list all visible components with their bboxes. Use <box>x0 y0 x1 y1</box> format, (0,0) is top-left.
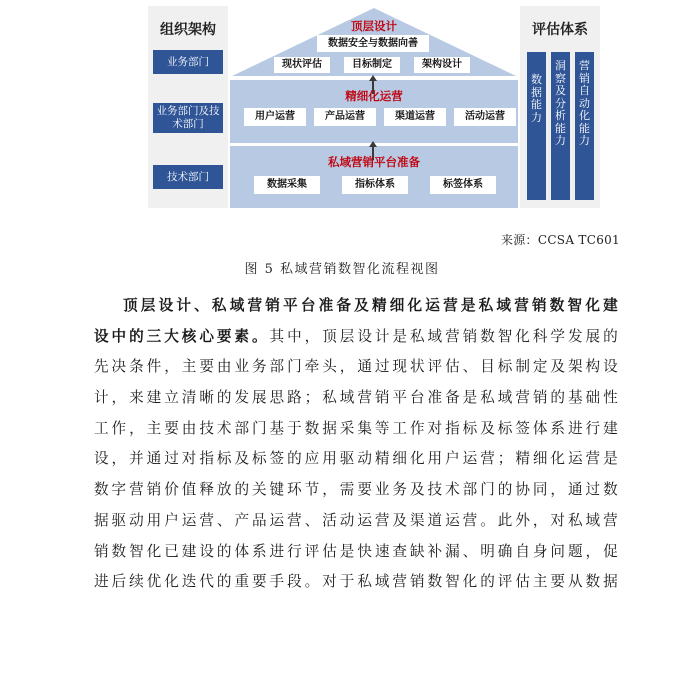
mid-item-channel-ops: 渠道运营 <box>384 108 446 126</box>
eval-insight-capability: 洞察及分析能力 <box>551 52 570 200</box>
bottom-layer-title: 私域营销平台准备 <box>328 155 420 169</box>
mid-item-product-ops: 产品运营 <box>314 108 376 126</box>
figure-caption: 图 5 私域营销数智化流程视图 <box>244 262 440 277</box>
evaluation-panel <box>520 6 600 208</box>
paragraph-line: 先决条件，主要由业务部门牵头，通过现状评估、目标制定及架构设 <box>94 358 618 376</box>
paragraph-line: 工作，主要由技术部门基于数据采集等工作对指标及标签体系进行建 <box>94 419 618 437</box>
top-layer-title: 顶层设计 <box>351 19 397 33</box>
paragraph-line: 数字营销价值释放的关键环节，需要业务及技术部门的协同，通过数 <box>94 481 618 499</box>
mid-item-campaign-ops: 活动运营 <box>454 108 516 126</box>
paragraph-line <box>94 322 618 353</box>
mid-item-user-ops: 用户运营 <box>244 108 306 126</box>
eval-data-capability: 数据能力 <box>527 52 546 200</box>
top-item-data-security: 数据安全与数据向善 <box>317 35 429 52</box>
eval-automation-capability: 营销自动化能力 <box>575 52 594 200</box>
evaluation-panel-title: 评估体系 <box>532 22 588 38</box>
bold-lead-text: 顶层设计、私域营销平台准备及精细化运营是私域营销数智化建 <box>123 297 618 314</box>
figure-source: 来源：CCSA TC601 <box>500 233 620 247</box>
top-item-architecture-design: 架构设计 <box>414 57 470 73</box>
paragraph-line: 销数智化已建设的体系进行评估是快速查缺补漏、明确自身问题，促 <box>94 542 618 560</box>
bottom-item-data-collection: 数据采集 <box>254 176 320 194</box>
dept-business-and-tech: 业务部门及技术部门 <box>153 103 223 133</box>
marketing-process-diagram <box>0 0 684 215</box>
body-paragraph <box>94 291 618 598</box>
bold-lead-text: 设中的三大核心要素。 <box>94 327 270 345</box>
bottom-item-tag-system: 标签体系 <box>430 176 496 194</box>
top-item-current-assessment: 现状评估 <box>274 57 330 73</box>
middle-layer-title: 精细化运营 <box>345 89 403 103</box>
paragraph-line <box>94 291 618 322</box>
paragraph-line: 据驱动用户运营、产品运营、活动运营及渠道运营。此外，对私域营 <box>94 511 618 529</box>
paragraph-line: 计，来建立清晰的发展思路；私域营销平台准备是私域营销的基础性 <box>94 389 618 407</box>
organization-panel <box>148 6 228 208</box>
organization-panel-title: 组织架构 <box>160 22 216 38</box>
dept-tech: 技术部门 <box>153 165 223 189</box>
paragraph-line: 设，并通过对指标及标签的应用驱动精细化用户运营；精细化运营是 <box>94 450 618 468</box>
paragraph-line: 进后续优化迭代的重要手段。对于私域营销数智化的评估主要从数据 <box>94 573 618 591</box>
dept-business: 业务部门 <box>153 50 223 74</box>
bottom-item-metric-system: 指标体系 <box>342 176 408 194</box>
top-item-goal-setting: 目标制定 <box>344 57 400 73</box>
paragraph-text: 其中，顶层设计是私域营销数智化科学发展的 <box>269 327 618 345</box>
